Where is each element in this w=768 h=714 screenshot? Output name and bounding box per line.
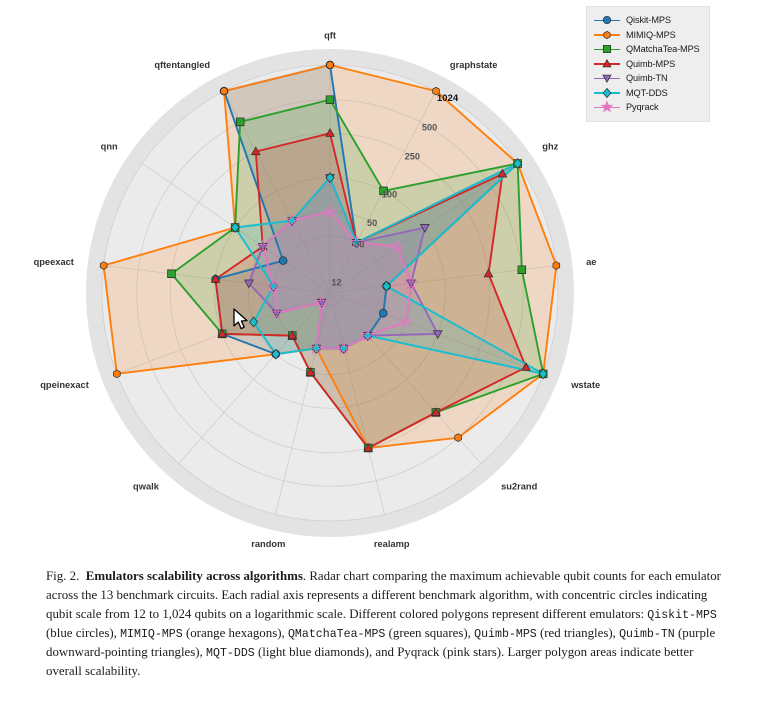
legend-item[interactable]: [594, 13, 700, 28]
caption-mono-quimb-mps: Quimb-MPS: [474, 627, 537, 641]
caption-text-7: (light blue diamonds), and Pyqrack (pink stars). Larger polygon areas indicate better overall scalability.: [46, 645, 694, 679]
axis-label-qpeinexact: qpeinexact: [40, 379, 89, 390]
axis-label-qnn: qnn: [100, 141, 118, 152]
data-point: [379, 309, 387, 317]
caption-mono-quimb-tn: Quimb-TN: [619, 627, 675, 641]
caption-mono-qiskit: Qiskit-MPS: [647, 608, 717, 622]
data-point: [455, 434, 462, 442]
caption-text-3: (orange hexagons),: [182, 625, 288, 640]
radial-tick-label: 30: [354, 239, 365, 250]
legend-marker-quimb-mps: [594, 57, 620, 71]
legend-label: Quimb-TN: [626, 73, 668, 84]
legend-marker-mqt-dds: [594, 86, 620, 100]
figure-title: Emulators scalability across algorithms: [85, 569, 303, 583]
radial-tick-label: 50: [366, 218, 378, 229]
axis-label-realamp: realamp: [373, 538, 410, 549]
caption-mono-qmatchatea: QMatchaTea-MPS: [287, 627, 386, 641]
data-point: [327, 61, 334, 69]
figure-number: Fig. 2.: [46, 569, 80, 583]
legend-label: QMatchaTea-MPS: [626, 44, 700, 55]
data-point: [236, 118, 244, 126]
axis-label-qftentangled: qftentangled: [154, 59, 211, 70]
axis-label-random: random: [251, 538, 286, 549]
legend-marker-mimiq-mps: [594, 28, 620, 42]
caption-mono-mimiq: MIMIQ-MPS: [120, 627, 183, 641]
legend-label: Pyqrack: [626, 102, 659, 113]
radial-tick-label: 100: [381, 189, 398, 200]
radial-tick-label: 12: [331, 277, 342, 288]
radial-tick-label: 500: [421, 122, 438, 133]
figure-caption: [46, 567, 726, 681]
radial-tick-label: 250: [404, 151, 420, 162]
axis-label-wstate: wstate: [571, 379, 601, 390]
caption-text-6: (purple downward-pointing triangles),: [46, 625, 716, 659]
legend-item[interactable]: [594, 86, 700, 101]
data-point: [518, 266, 526, 274]
data-point: [553, 262, 560, 270]
data-point: [221, 87, 228, 95]
axis-label-qwalk: qwalk: [133, 481, 159, 492]
legend-label: MQT-DDS: [626, 87, 668, 98]
caption-text-1: . Radar chart comparing the maximum achievable qubit counts for each emulator across the 13 benchmark circuits. Each radial axis represents a different benchmark algorithm, with concentric circles indicating qubit scale from 12 to 1,024 qubits on a logarithmic scale. Different colored polygons represent different emulators:: [46, 569, 721, 621]
legend-item[interactable]: [594, 28, 700, 43]
legend: [586, 6, 710, 122]
legend-item[interactable]: [594, 42, 700, 57]
legend-label: Quimb-MPS: [626, 58, 676, 69]
legend-item[interactable]: [594, 57, 700, 72]
radial-tick-label: 1024: [436, 92, 459, 104]
legend-marker-pyqrack: [594, 100, 620, 114]
data-point: [168, 270, 176, 278]
legend-label: MIMIQ-MPS: [626, 29, 676, 40]
axis-label-su2rand: su2rand: [501, 481, 538, 492]
legend-marker-qmatchatea-mps: [594, 42, 620, 56]
data-point: [113, 370, 120, 378]
legend-item[interactable]: [594, 100, 700, 115]
data-point: [326, 96, 334, 104]
legend-item[interactable]: [594, 71, 700, 86]
axis-label-qpeexact: qpeexact: [33, 257, 74, 268]
caption-mono-mqt-dds: MQT-DDS: [206, 647, 255, 660]
axis-label-graphstate: graphstate: [449, 59, 498, 70]
legend-marker-qiskit-mps: [594, 13, 620, 27]
legend-marker-quimb-tn: [594, 71, 620, 85]
data-point: [279, 257, 287, 265]
caption-text-5: (red triangles),: [536, 625, 620, 640]
legend-label: Qiskit-MPS: [626, 15, 671, 26]
caption-text-4: (green squares),: [385, 625, 475, 640]
axis-label-ae: ae: [586, 257, 597, 268]
axis-label-ghz: ghz: [542, 141, 559, 152]
data-point: [100, 262, 107, 270]
axis-label-qft: qft: [324, 30, 336, 41]
caption-text-2: (blue circles),: [46, 625, 121, 640]
